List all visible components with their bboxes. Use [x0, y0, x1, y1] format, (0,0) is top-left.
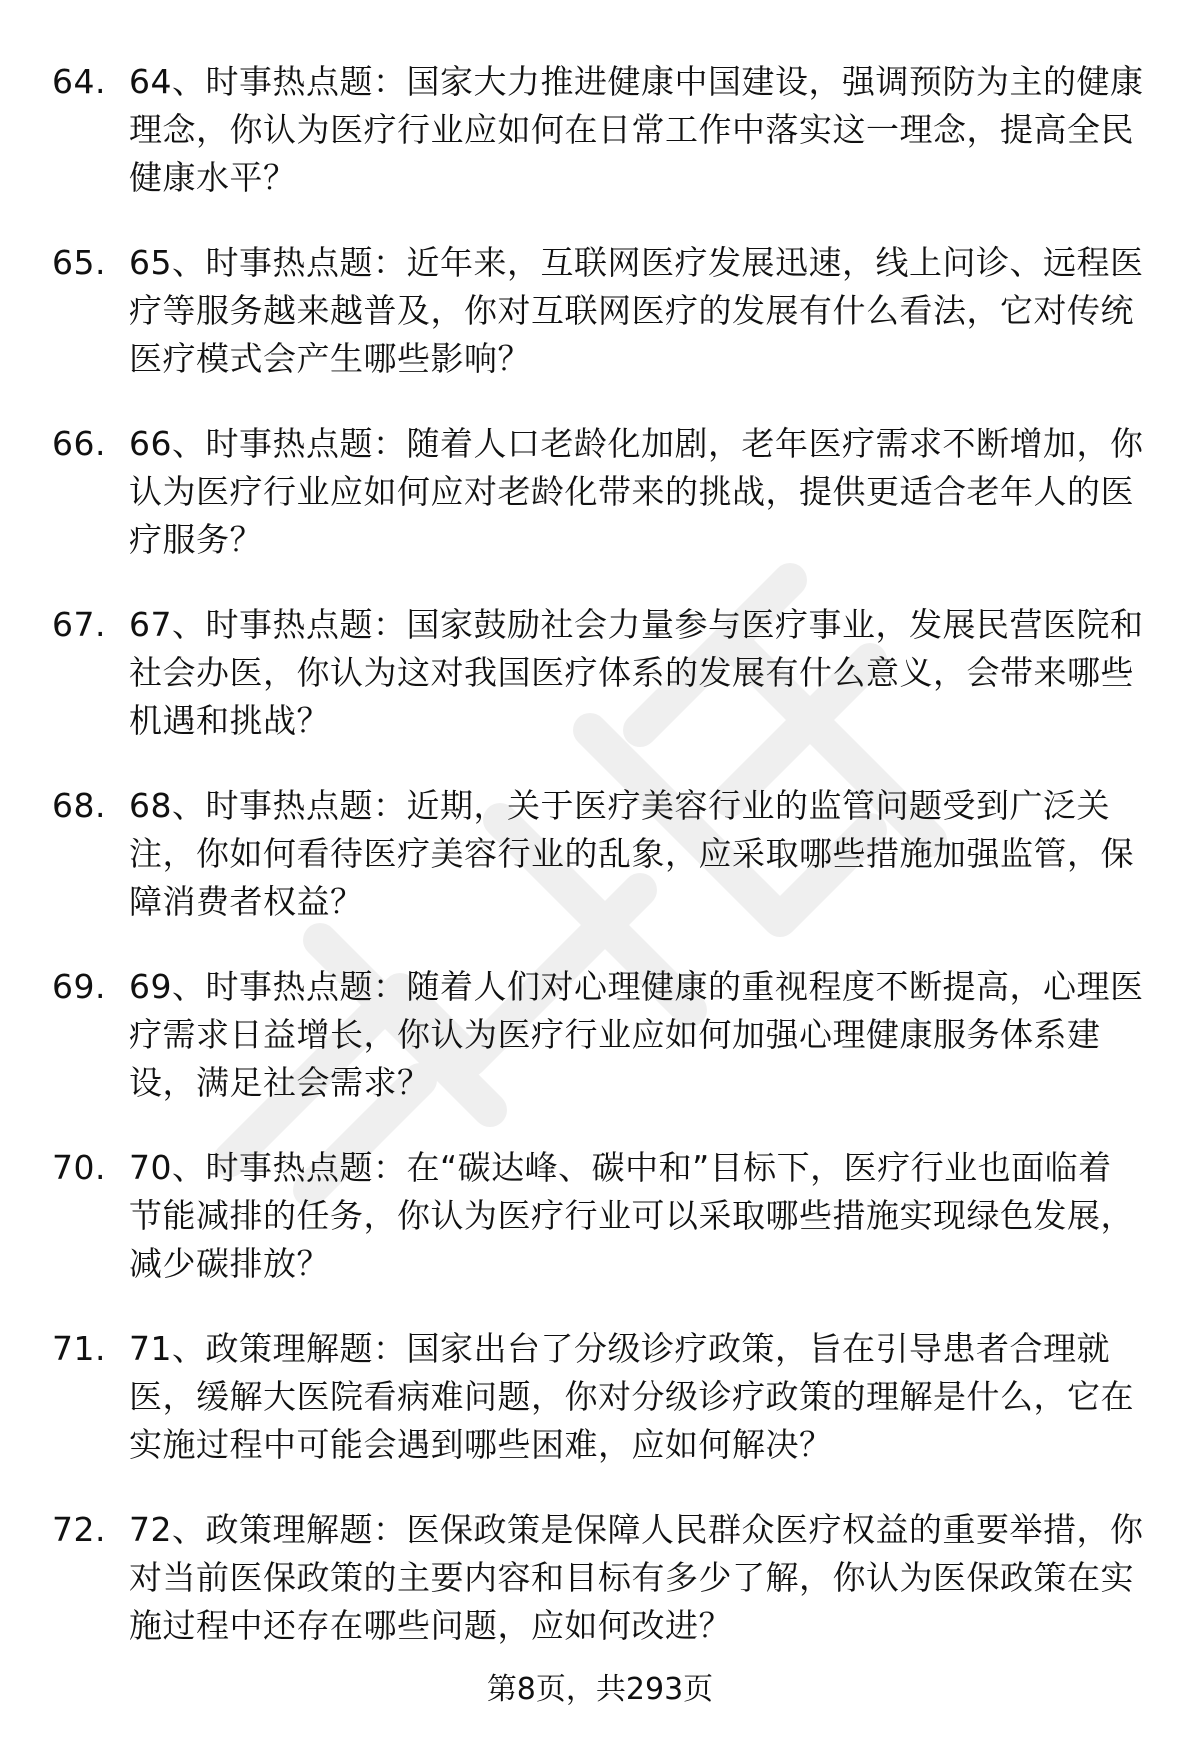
list-item [0, 58, 1200, 239]
list-item [0, 1325, 1200, 1506]
question-number: 70. [52, 1148, 106, 1187]
question-number: 67. [52, 605, 106, 644]
list-item [0, 782, 1200, 963]
list-item [0, 1506, 1200, 1687]
list-item [0, 963, 1200, 1144]
list-item [0, 420, 1200, 601]
question-text: 67、时事热点题：国家鼓励社会力量参与医疗事业，发展民营医院和社会办医，你认为这对我国医疗体系的发展有什么意义，会带来哪些机遇和挑战？ [129, 605, 1144, 740]
question-text: 66、时事热点题：随着人口老龄化加剧，老年医疗需求不断增加，你认为医疗行业应如何应对老龄化带来的挑战，提供更适合老年人的医疗服务？ [129, 424, 1144, 559]
question-number: 65. [52, 243, 106, 282]
question-text: 68、时事热点题：近期，关于医疗美容行业的监管问题受到广泛关注，你如何看待医疗美容行业的乱象，应采取哪些措施加强监管，保障消费者权益？ [129, 786, 1134, 921]
question-text: 64、时事热点题：国家大力推进健康中国建设，强调预防为主的健康理念，你认为医疗行业应如何在日常工作中落实这一理念，提高全民健康水平？ [129, 62, 1144, 197]
list-item [0, 601, 1200, 782]
question-text: 72、政策理解题：医保政策是保障人民群众医疗权益的重要举措，你对当前医保政策的主要内容和目标有多少了解，你认为医保政策在实施过程中还存在哪些问题，应如何改进？ [129, 1510, 1144, 1645]
page-number-label: 第8页，共293页 [486, 1672, 714, 1707]
question-number: 72. [52, 1510, 106, 1549]
question-number: 64. [52, 62, 106, 101]
question-text: 71、政策理解题：国家出台了分级诊疗政策，旨在引导患者合理就医，缓解大医院看病难问题，你对分级诊疗政策的理解是什么，它在实施过程中可能会遇到哪些困难，应如何解决？ [129, 1329, 1134, 1464]
list-item [0, 239, 1200, 420]
question-number: 69. [52, 967, 106, 1006]
question-text: 65、时事热点题：近年来，互联网医疗发展迅速，线上问诊、远程医疗等服务越来越普及，你对互联网医疗的发展有什么看法，它对传统医疗模式会产生哪些影响？ [129, 243, 1144, 378]
list-item [0, 1144, 1200, 1325]
question-number: 66. [52, 424, 106, 463]
page-footer [0, 1670, 1200, 1710]
question-number: 71. [52, 1329, 106, 1368]
question-text: 69、时事热点题：随着人们对心理健康的重视程度不断提高，心理医疗需求日益增长，你认为医疗行业应如何加强心理健康服务体系建设，满足社会需求？ [129, 967, 1144, 1102]
question-list [0, 58, 1200, 1687]
question-text: 70、时事热点题：在“碳达峰、碳中和”目标下，医疗行业也面临着节能减排的任务，你认为医疗行业可以采取哪些措施实现绿色发展，减少碳排放？ [129, 1148, 1134, 1283]
question-number: 68. [52, 786, 106, 825]
